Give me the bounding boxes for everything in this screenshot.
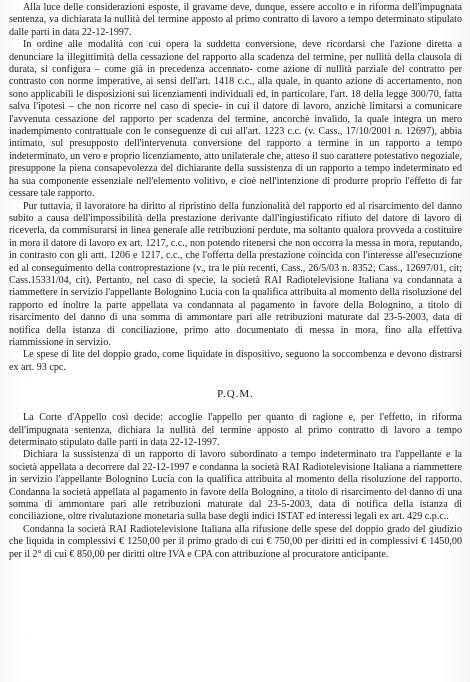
paragraph-conversion-modalities: In ordine alle modalità con cui opera la suddetta conversione, deve ricordarsi che l'azione diretta a denunciare la illegittimità della cessazione del rapporto alla scadenza del termine, per nullità della clausola di durata, si configura – come già in precedenza accennato- come azione di nullità parziale del contratto per contrasto con norme imperative, ai sensi dell'art. 1418 c.c., alla quale, in quanto azione di accertamento, non sono applicabili le disposizioni sui licenziamenti individuali ed, in particolare, l'art. 18 della legge 300/70, fatta salva l'ipotesi – che non ricorre nel caso di specie- in cui il datore di lavoro, anzichè limitarsi a comunicare l'avvenuta cessazione del rapporto per scadenza del termine, ancorchè invalido, la quale integra un mero inadempimento contrattuale con le conseguenze di cui all'art. 1223 c.c. (v. Cass., 17/10/2001 n. 12697), abbia intimato, sul presupposto dell'intervenuta conversione del rapporto a termine in un rapporto a tempo indeterminato, un vero e proprio licenziamento, atto unilaterale che, atteso il suo carattere potestativo negoziale, presuppone la piena consapevolezza del dichiarante della sussistenza di un rapporto a tempo indeterminato ed ha sua componente essenziale nell'elemento volitivo, e cioè nell'intenzione di produrre proprio l'effetto di far cessare tale rapporto.: [9, 39, 462, 200]
paragraph-conclusion: Alla luce delle considerazioni esposte, il gravame deve, dunque, essere accolto e in riforma dell'impugnata sentenza, va dichiarata la nullità del termine apposto al primo contratto di lavoro a tempo determinato stipulato dalle parti in data 22-12-1997.: [9, 2, 462, 38]
section-heading-pqm: P.Q.M.: [217, 388, 254, 401]
paragraph-costs-order: Condanna la società RAI Radiotelevisione Italiana alla rifusione delle spese del doppio grado del giudizio che liquida in complessivi € 1250,00 per il primo grado di cui € 750,00 per diritti ed in complessivi € 1450,00 per il 2° di cui € 850,00 per diritti oltre IVA e CPA con attribuzione al procuratore anticipante.: [9, 523, 462, 560]
paragraph-court-decision: La Corte d'Appello così decide: accoglie l'appello per quanto di ragione e, per l'effetto, in riforma dell'impugnata sentenza, dichiara la nullità del termine apposto al primo contratto di lavoro a tempo determinato stipulato dalle parti in data 22-12-1997.: [9, 412, 462, 448]
paragraph-legal-costs: Le spese di lite del doppio grado, come liquidate in dispositivo, seguono la soccombenza e devono distrarsi ex art. 93 cpc.: [9, 349, 462, 373]
paragraph-damages: Pur tuttavia, il lavoratore ha diritto al ripristino della funzionalità del rapporto ed al risarcimento del danno subito a causa dell'impossibilità della prestazione derivante dall'ingiustificato rifiuto del datore di lavoro di riceverla, da commisurarsi in linea generale alle retribuzioni perdute, ma soltanto qualora provveda a costituire in mora il datore di lavoro ex art. 1217, c.c., non potendo ritenersi che non occorra la messa in mora, reputando, in contrasto con gli artt. 1206 e 1217, c.c., che l'offerta della prestazione coincida con l'interesse all'esecuzione ed al conseguimento della controprestazione (v., tra le più recenti, Cass., 26/5/03 n. 8352; Cass., 12697/01, cit; Cass.15331/04, cit). Pertanto, nel caso di specie, la società RAI Radiotelevisione Italiana va condannata a riammettere in servizio l'appellante Bolognino Lucia con la qualifica attribuita al momento della risoluzione del rapporto ed inoltre la parte appellata va condannata al pagamento in favore della Bolognino, a titolo di risarcimento del danno di una somma di ammontare pari alle retribuzioni maturate dal 23-5-2003, data di notifica della istanza di conciliazione, primo atto documentato di messa in mora, fino alla effettiva riammissione in servizio.: [9, 200, 462, 348]
paragraph-declaration: Dichiara la sussistenza di un rapporto di lavoro subordinato a tempo indeterminato tra l'appellante e la società appellata a decorrere dal 22-12-1997 e condanna la società RAI Radiotelevisione Italiana a riammettere in servizio l'appellante Bolognino Lucia con la qualifica attribuita al momento della risoluzione del rapporto. Condanna la società appellata al pagamento in favore della Bolognino, a titolo di risarcimento del danno di una somma di ammontare pari alle retribuzioni maturate dal 23-5-2003, data di notifica della istanza di conciliazione, oltre rivalutazione monetaria sulla base degli indici ISTAT ed interessi legali ex art. 429 c.p.c..: [9, 449, 462, 523]
